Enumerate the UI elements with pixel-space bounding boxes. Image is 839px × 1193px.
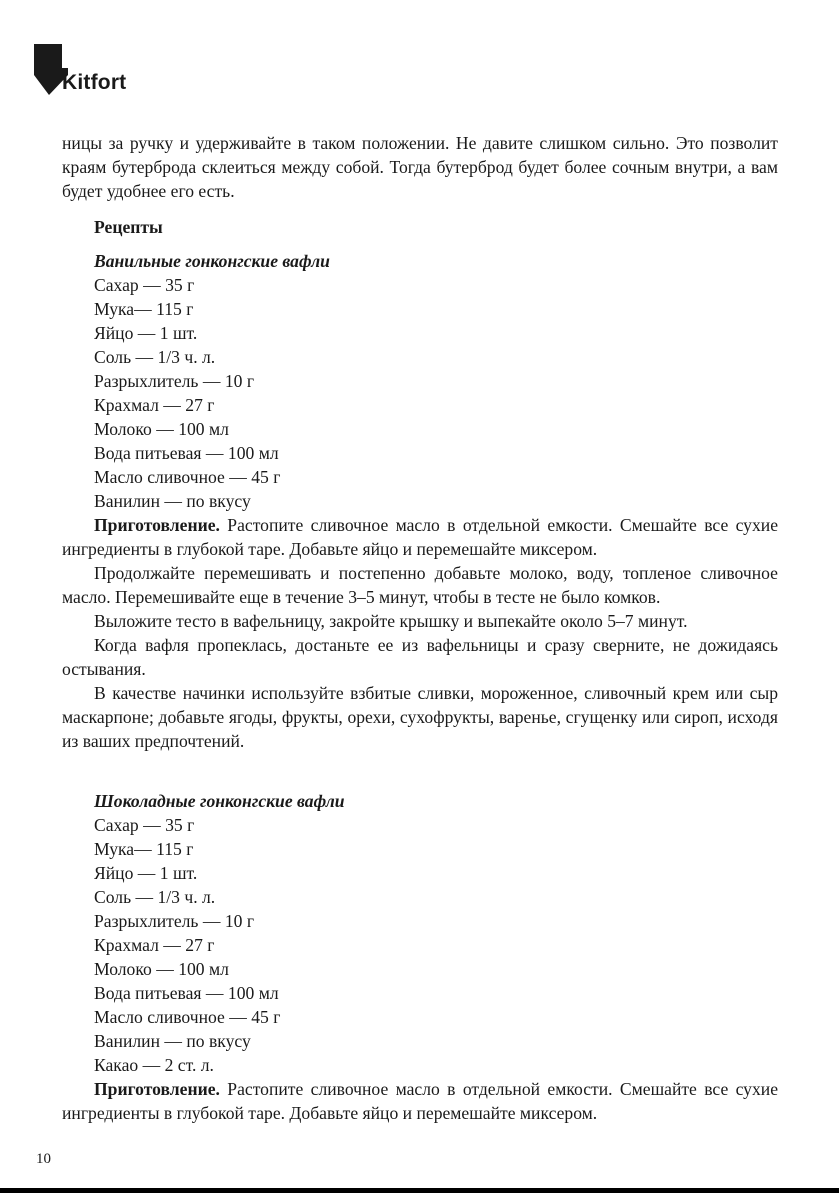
ingredient-item: Соль — 1/3 ч. л.: [94, 347, 216, 367]
ingredient-item: Крахмал — 27 г: [94, 395, 215, 415]
bottom-rule: [0, 1188, 839, 1193]
page-number: 10: [36, 1151, 51, 1167]
preparation-label: Приготовление.: [94, 1079, 220, 1099]
preparation-text: Растопите сливочное масло в отдельной емкости. Смешайте все сухие ингредиенты в глубокой таре. Добавьте яйцо и перемешайте миксером.: [62, 1079, 778, 1123]
ingredient-item: Какао — 2 ст. л.: [94, 1055, 214, 1075]
recipe-title: Шоколадные гонконгские вафли: [94, 791, 345, 811]
ingredient-item: Яйцо — 1 шт.: [94, 863, 198, 883]
ingredient-item: Яйцо — 1 шт.: [94, 323, 198, 343]
step-paragraph: Продолжайте перемешивать и постепенно добавьте молоко, воду, топленое сливочное масло. Перемешивайте еще в течение 3–5 минут, чтобы в тесте не было комков.: [62, 563, 778, 607]
ingredient-item: Сахар — 35 г: [94, 815, 195, 835]
ingredient-item: Вода питьевая — 100 мл: [94, 983, 279, 1003]
ingredient-item: Масло сливочное — 45 г: [94, 467, 281, 487]
ingredient-item: Вода питьевая — 100 мл: [94, 443, 279, 463]
preparation-paragraph: [62, 513, 778, 561]
ingredient-item: Разрыхлитель — 10 г: [94, 371, 255, 391]
preparation-label: Приготовление.: [94, 515, 220, 535]
preparation-paragraph: [62, 1077, 778, 1125]
ingredient-list: [62, 813, 778, 1077]
ingredient-item: Соль — 1/3 ч. л.: [94, 887, 216, 907]
page-content: [62, 131, 778, 1125]
step-paragraph: В качестве начинки используйте взбитые сливки, мороженное, сливочный крем или сыр маскарпоне; добавьте ягоды, фрукты, орехи, сухофрукты, варенье, сгущенку или сироп, исходя из ваших предпочтений.: [62, 683, 778, 751]
ingredient-item: Разрыхлитель — 10 г: [94, 911, 255, 931]
recipe-title: Ванильные гонконгские вафли: [94, 251, 330, 271]
brand-name: Kitfort: [62, 71, 127, 94]
step-paragraph: Когда вафля пропеклась, достаньте ее из вафельницы и сразу сверните, не дожидаясь остывания.: [62, 635, 778, 679]
ingredient-list: [62, 273, 778, 513]
step-paragraph: Выложите тесто в вафельницу, закройте крышку и выпекайте около 5–7 минут.: [94, 611, 688, 631]
ingredient-item: Сахар — 35 г: [94, 275, 195, 295]
ingredient-item: Ванилин — по вкусу: [94, 491, 251, 511]
ingredient-item: Молоко — 100 мл: [94, 959, 229, 979]
ingredient-item: Масло сливочное — 45 г: [94, 1007, 281, 1027]
ingredient-item: Крахмал — 27 г: [94, 935, 215, 955]
ingredient-item: Мука— 115 г: [94, 839, 194, 859]
kitfort-logo: [34, 44, 144, 100]
ingredient-item: Молоко — 100 мл: [94, 419, 229, 439]
preparation-text: Растопите сливочное масло в отдельной емкости. Смешайте все сухие ингредиенты в глубокой таре. Добавьте яйцо и перемешайте миксером.: [62, 515, 778, 559]
ingredient-item: Ванилин — по вкусу: [94, 1031, 251, 1051]
ingredient-item: Мука— 115 г: [94, 299, 194, 319]
section-heading: Рецепты: [94, 217, 163, 237]
intro-paragraph: ницы за ручку и удерживайте в таком положении. Не давите слишком сильно. Это позволит краям бутерброда склеиться между собой. Тогда бутерброд будет более сочным внутри, а вам будет удобнее его есть.: [62, 133, 778, 201]
